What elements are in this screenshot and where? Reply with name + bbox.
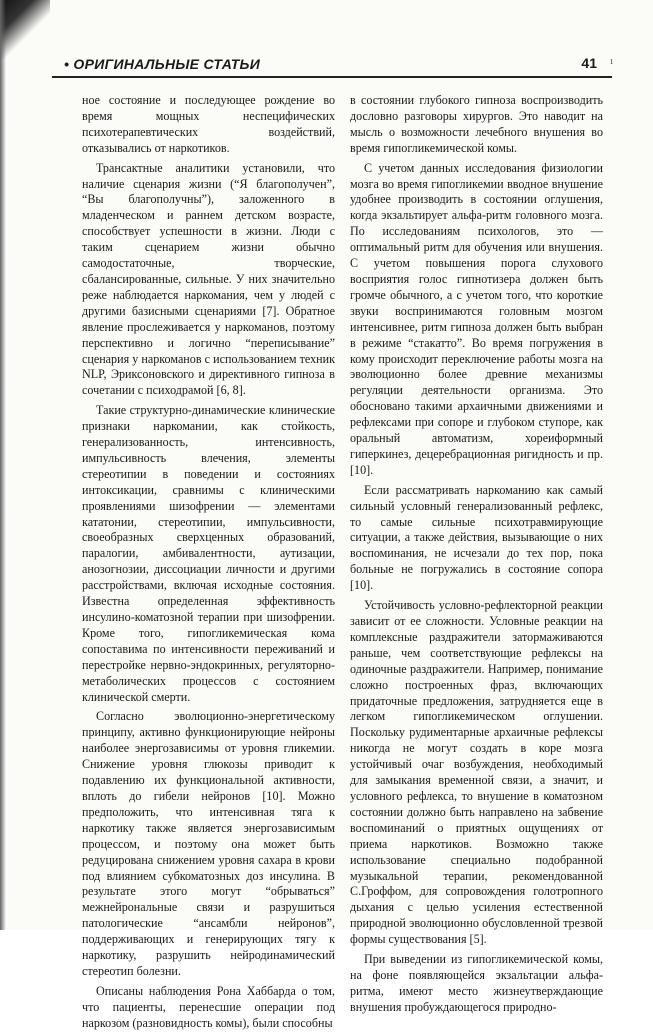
paragraph: Если рассматривать наркоманию как самый сильный условный генерализованный рефлекс, то самые сильные психотравмирующие ситуации, а также действия, вызывающие о них воспоминания, не исчезали до тех пор, пока больные не погружались в состояние сопора [10]. [350,482,603,593]
scan-corner-shadow [0,0,50,60]
page-number: 41 [581,55,597,71]
section-title: • ОРИГИНАЛЬНЫЕ СТАТЬИ [64,56,261,72]
paragraph: Устойчивость условно-рефлекторной реакции зависит от ее сложности. Условные реакции на комплексные раздражители затормаживаются раньше, чем соответствующие рефлексы на одиночные раздражители. Например, понимание сложно построенных фраз, включающих придаточные предложения, затрудняется еще в легком гипогликемическом оглушении. Поскольку рудиментарные архаичные рефлексы никогда не могут создать в коре мозга устойчивый очаг возбуждения, необходимый для замыкания временной связи, а значит, и условного рефлекса, то внушение в коматозном состоянии должно быть направлено на забвение воспоминаний о приятных ощущениях от приема наркотиков. Возможно также использование специально подобранной музыкальной терапии, рекомендованной С.Гроффом, для сопровождения голотропного дыхания с целью усиления естественной природной эволюционно обусловленной трезвой формы существования [5]. [350,598,603,947]
paragraph: ное состояние и последующее рождение во время мощных неспецифических психотерапевтических воздействий, отказывались от наркотиков. [82,93,335,155]
paragraph: Описаны наблюдения Рона Хаббарда о том, что пациенты, перенесшие операции под наркозом (разновидность комы), были способны [82,983,335,1030]
right-column [350,93,603,1016]
paragraph: Такие структурно-динамические клинические признаки наркомании, как стойкость, генерализованность, интенсивность, импульсивность влечения, элементы стереотипии в поведении и состояниях интоксикации, сравнимы с клиническими проявлениями шизофрении — элементами кататонии, стереотипии, импульсивности, своеобразных сверхценных образований, паралогии, амбивалентности, аутизации, анозогнозии, диссоциации личности и другими расстройствами, включая исходные состояния. Известна определенная эффективность инсулино-коматозной терапии при шизофрении. Кроме того, гипогликемическая кома сопоставима по интенсивности переживаний и перестройке нервно-эндокринных, регуляторно-метаболических процессов с состоянием клинической смерти. [82,403,335,704]
paragraph: С учетом данных исследования физиологии мозга во время гипогликемии вводное внушение удобнее производить в состоянии оглушения, когда экзальтирует альфа-ритм головного мозга. По исследованиям психологов, это — оптимальный ритм для обучения или внушения. С учетом повышения порога слухового восприятия голос гипнотизера должен быть громче обычного, а с учетом того, что короткие звуки воспринимаются головным мозгом интенсивнее, ритм гипноза должен быть выбран в режиме “стакатто”. Во время погружения в кому происходит переключение работы мозга на эволюционно более древние механизмы регуляции деятельности организма. Это обосновано такими архаичными движениями и рефлексами при сопоре и глубоком ступоре, как оральный автоматизм, хореиформный гиперкинез, децеребрационная ригидность и пр. [10]. [350,160,603,477]
paragraph: Трансактные аналитики установили, что наличие сценария жизни (“Я благополучен”, “Вы благополучны”), заложенного в младенческом и раннем детском возрасте, способствует успешности в жизни. Люди с таким сценарием жизни обычно самодостаточные, творческие, сбалансированные, сильные. У них значительно реже наблюдается наркомания, чем у людей с другими базисными сценариями [7]. Обратное явление прослеживается у наркоманов, поэтому перспективно и логично “переписывание” сценария у наркоманов с использованием техник NLP, Эриксоновского и директивного гипноза в сочетании с психодрамой [6, 8]. [82,160,335,398]
paragraph: Согласно эволюционно-энергетическому принципу, активно функционирующие нейроны наиболее энергозависимы от уровня гликемии. Снижение уровня глюкозы приводит к подавлению их функциональной активности, вплоть до гибели нейронов [10]. Можно предположить, что интенсивная тяга к наркотику также является энергозависимым процессом, и поэтому она может быть редуцирована снижением уровня сахара в крови под влиянием субкоматозных доз инсулина. В результате этого могут “обрываться” межнейрональные связи и разрушиться патологические “ансамбли нейронов”, поддерживающих и генерирующих тягу к наркотику, разрушить нейродинамический стереотип болезни. [82,709,335,978]
header-rule [52,76,612,78]
left-column [82,93,335,1032]
paragraph: При выведении из гипогликемической комы, на фоне появляющейся экзальтации альфа-ритма, имеют место жизнеутверждающие внушения пробуждающегося природно- [350,952,603,1014]
scan-left-edge [0,0,6,930]
paragraph: в состоянии глубокого гипноза воспроизводить дословно разговоры хирургов. Это наводит на мысль о возможности лечебного внушения во время гипогликемической комы. [350,93,603,155]
page-mark: ı [610,56,613,67]
